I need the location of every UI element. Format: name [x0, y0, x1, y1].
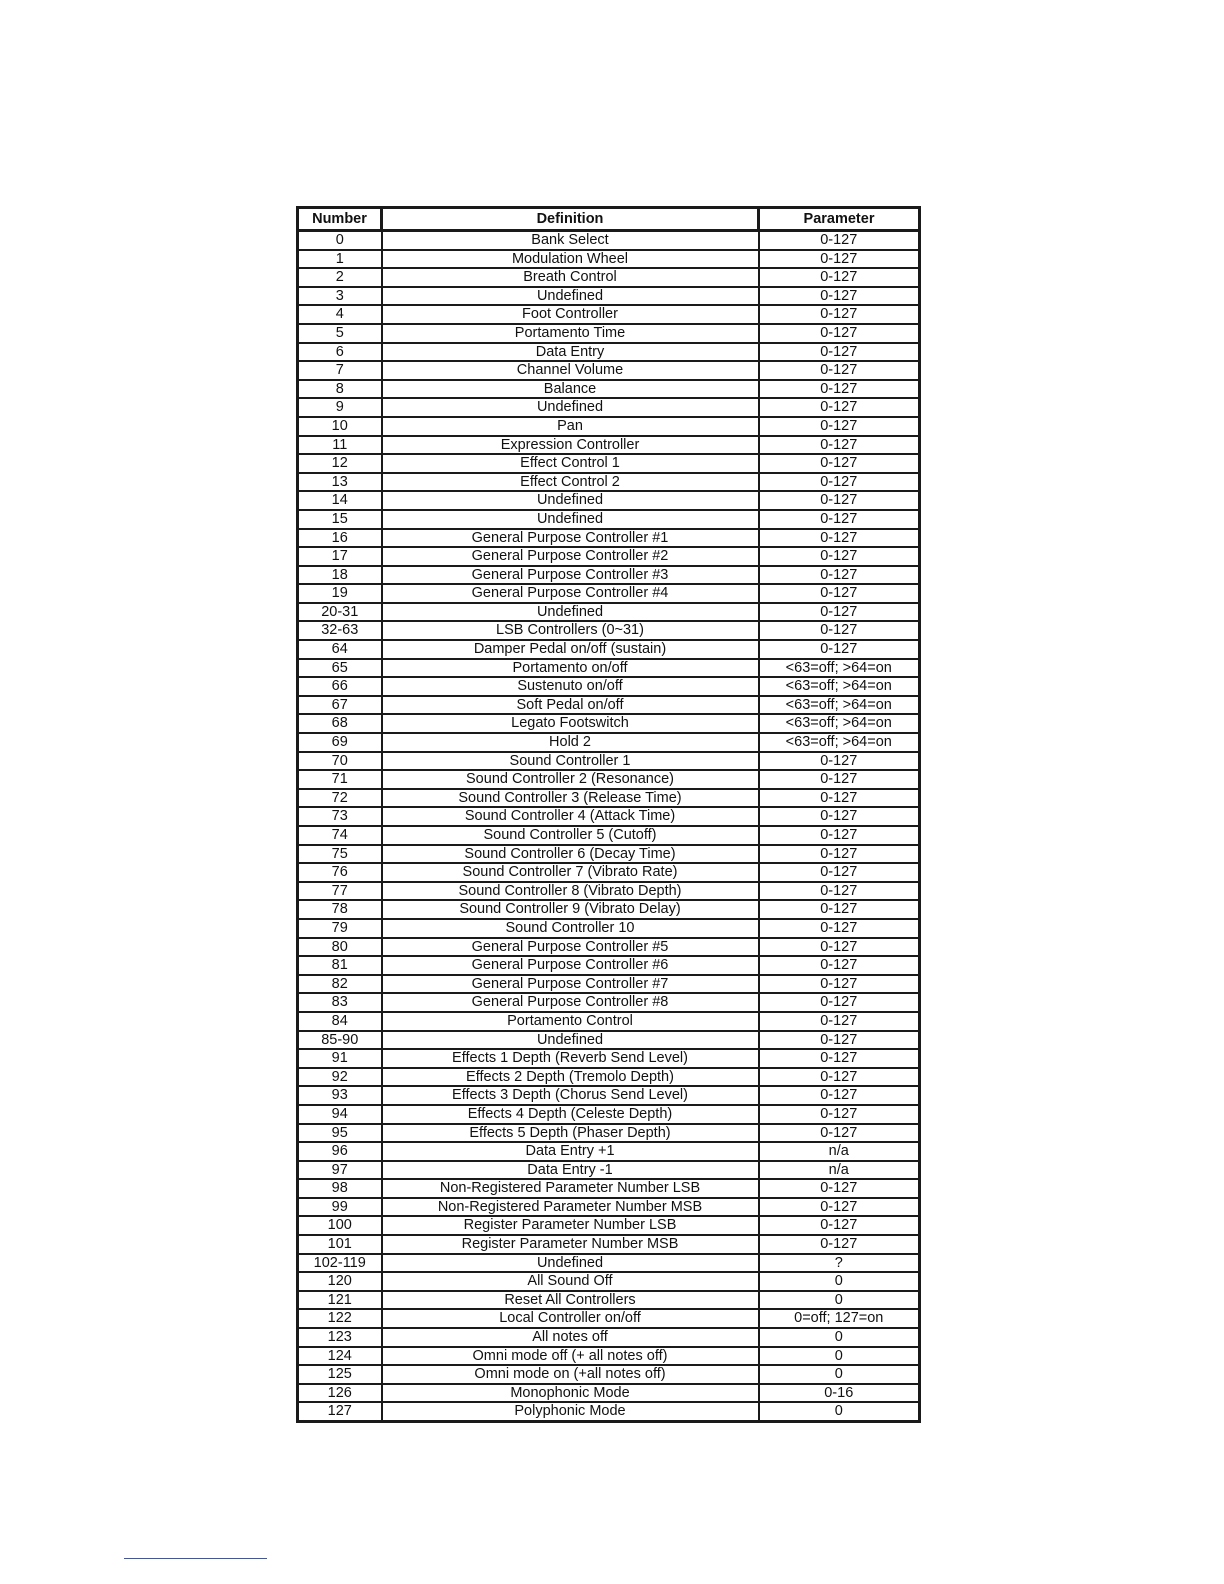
cell-number: 12 — [298, 454, 382, 473]
cell-number: 64 — [298, 640, 382, 659]
cell-number: 13 — [298, 473, 382, 492]
table-row — [298, 733, 920, 752]
cell-parameter: 0-127 — [759, 1012, 920, 1031]
cell-parameter: 0-127 — [759, 454, 920, 473]
cell-definition: Register Parameter Number MSB — [382, 1235, 759, 1254]
table-row — [298, 640, 920, 659]
cell-definition: Undefined — [382, 603, 759, 622]
cell-definition: All notes off — [382, 1328, 759, 1347]
cell-definition: General Purpose Controller #8 — [382, 993, 759, 1012]
table-row — [298, 1272, 920, 1291]
cell-number: 78 — [298, 900, 382, 919]
cell-definition: Reset All Controllers — [382, 1291, 759, 1310]
table-row — [298, 1365, 920, 1384]
cell-definition: Sound Controller 10 — [382, 919, 759, 938]
cell-number: 9 — [298, 398, 382, 417]
table-row — [298, 621, 920, 640]
cell-number: 95 — [298, 1124, 382, 1143]
cell-definition: Sound Controller 7 (Vibrato Rate) — [382, 863, 759, 882]
table-row — [298, 1086, 920, 1105]
cell-definition: Sound Controller 4 (Attack Time) — [382, 807, 759, 826]
cell-parameter: 0-127 — [759, 640, 920, 659]
cell-number: 75 — [298, 845, 382, 864]
cell-parameter: 0 — [759, 1272, 920, 1291]
cell-parameter: 0-127 — [759, 584, 920, 603]
cell-definition: General Purpose Controller #5 — [382, 938, 759, 957]
cell-definition: Sustenuto on/off — [382, 677, 759, 696]
table-row — [298, 436, 920, 455]
cell-parameter: 0-127 — [759, 845, 920, 864]
cell-definition: Undefined — [382, 398, 759, 417]
cell-number: 3 — [298, 287, 382, 306]
cell-definition: Effects 3 Depth (Chorus Send Level) — [382, 1086, 759, 1105]
cell-number: 67 — [298, 696, 382, 715]
cell-number: 97 — [298, 1161, 382, 1180]
cell-parameter: 0-127 — [759, 1068, 920, 1087]
cell-definition: Legato Footswitch — [382, 714, 759, 733]
table-row — [298, 268, 920, 287]
cell-number: 84 — [298, 1012, 382, 1031]
cell-parameter: 0 — [759, 1347, 920, 1366]
cell-parameter: 0-127 — [759, 268, 920, 287]
cell-definition: Breath Control — [382, 268, 759, 287]
cell-definition: Undefined — [382, 510, 759, 529]
cell-number: 14 — [298, 491, 382, 510]
footnote-divider — [124, 1558, 267, 1559]
cell-definition: Modulation Wheel — [382, 250, 759, 269]
cell-number: 126 — [298, 1384, 382, 1403]
table-row — [298, 770, 920, 789]
cell-definition: General Purpose Controller #2 — [382, 547, 759, 566]
cell-definition: All Sound Off — [382, 1272, 759, 1291]
cell-parameter: 0-127 — [759, 250, 920, 269]
cell-definition: Expression Controller — [382, 436, 759, 455]
table-row — [298, 826, 920, 845]
cell-parameter: 0-127 — [759, 566, 920, 585]
cell-definition: Omni mode on (+all notes off) — [382, 1365, 759, 1384]
cell-definition: Soft Pedal on/off — [382, 696, 759, 715]
cell-number: 0 — [298, 231, 382, 250]
cell-number: 72 — [298, 789, 382, 808]
cell-definition: Sound Controller 5 (Cutoff) — [382, 826, 759, 845]
cell-parameter: 0-127 — [759, 305, 920, 324]
cell-definition: Channel Volume — [382, 361, 759, 380]
cell-number: 83 — [298, 993, 382, 1012]
midi-cc-table-container — [296, 206, 918, 1423]
cell-number: 74 — [298, 826, 382, 845]
cell-number: 18 — [298, 566, 382, 585]
table-row — [298, 529, 920, 548]
table-row — [298, 919, 920, 938]
cell-number: 121 — [298, 1291, 382, 1310]
cell-number: 100 — [298, 1216, 382, 1235]
cell-definition: Local Controller on/off — [382, 1309, 759, 1328]
table-row — [298, 1031, 920, 1050]
table-row — [298, 343, 920, 362]
cell-parameter: 0-127 — [759, 1049, 920, 1068]
cell-parameter: <63=off; >64=on — [759, 696, 920, 715]
cell-number: 71 — [298, 770, 382, 789]
cell-definition: General Purpose Controller #6 — [382, 956, 759, 975]
table-row — [298, 1049, 920, 1068]
table-row — [298, 361, 920, 380]
cell-definition: Effects 5 Depth (Phaser Depth) — [382, 1124, 759, 1143]
table-row — [298, 566, 920, 585]
cell-parameter: 0-127 — [759, 900, 920, 919]
cell-parameter: 0 — [759, 1291, 920, 1310]
cell-parameter: 0-127 — [759, 993, 920, 1012]
table-row — [298, 900, 920, 919]
cell-number: 91 — [298, 1049, 382, 1068]
table-row — [298, 454, 920, 473]
cell-number: 76 — [298, 863, 382, 882]
cell-number: 80 — [298, 938, 382, 957]
cell-parameter: 0-127 — [759, 882, 920, 901]
cell-parameter: 0-127 — [759, 436, 920, 455]
cell-parameter: 0-127 — [759, 510, 920, 529]
cell-parameter: 0-127 — [759, 473, 920, 492]
table-row — [298, 287, 920, 306]
cell-number: 8 — [298, 380, 382, 399]
cell-parameter: 0-127 — [759, 807, 920, 826]
cell-number: 125 — [298, 1365, 382, 1384]
cell-definition: Sound Controller 8 (Vibrato Depth) — [382, 882, 759, 901]
cell-number: 82 — [298, 975, 382, 994]
cell-definition: Pan — [382, 417, 759, 436]
cell-parameter: 0-127 — [759, 343, 920, 362]
cell-definition: Sound Controller 6 (Decay Time) — [382, 845, 759, 864]
cell-number: 73 — [298, 807, 382, 826]
cell-number: 11 — [298, 436, 382, 455]
cell-definition: Effects 1 Depth (Reverb Send Level) — [382, 1049, 759, 1068]
table-row — [298, 1161, 920, 1180]
cell-parameter: 0-127 — [759, 975, 920, 994]
cell-number: 66 — [298, 677, 382, 696]
cell-definition: General Purpose Controller #3 — [382, 566, 759, 585]
cell-parameter: 0-127 — [759, 1105, 920, 1124]
table-row — [298, 696, 920, 715]
table-row — [298, 1347, 920, 1366]
cell-number: 96 — [298, 1142, 382, 1161]
cell-definition: General Purpose Controller #1 — [382, 529, 759, 548]
table-row — [298, 1216, 920, 1235]
cell-definition: Damper Pedal on/off (sustain) — [382, 640, 759, 659]
cell-number: 123 — [298, 1328, 382, 1347]
cell-parameter: 0-127 — [759, 956, 920, 975]
cell-parameter: <63=off; >64=on — [759, 714, 920, 733]
table-row — [298, 882, 920, 901]
cell-parameter: 0-127 — [759, 863, 920, 882]
table-row — [298, 1012, 920, 1031]
cell-definition: Effects 4 Depth (Celeste Depth) — [382, 1105, 759, 1124]
cell-number: 99 — [298, 1198, 382, 1217]
table-row — [298, 1291, 920, 1310]
cell-number: 10 — [298, 417, 382, 436]
cell-number: 19 — [298, 584, 382, 603]
cell-parameter: 0-127 — [759, 752, 920, 771]
cell-definition: Effect Control 2 — [382, 473, 759, 492]
cell-parameter: 0-127 — [759, 231, 920, 250]
cell-number: 124 — [298, 1347, 382, 1366]
table-row — [298, 510, 920, 529]
table-row — [298, 1142, 920, 1161]
cell-parameter: n/a — [759, 1161, 920, 1180]
cell-definition: Undefined — [382, 491, 759, 510]
table-row — [298, 417, 920, 436]
table-row — [298, 807, 920, 826]
cell-parameter: 0-127 — [759, 398, 920, 417]
table-row — [298, 380, 920, 399]
cell-number: 122 — [298, 1309, 382, 1328]
cell-parameter: ? — [759, 1254, 920, 1273]
cell-definition: Data Entry +1 — [382, 1142, 759, 1161]
table-row — [298, 584, 920, 603]
table-row — [298, 547, 920, 566]
table-row — [298, 863, 920, 882]
cell-definition: Undefined — [382, 287, 759, 306]
table-row — [298, 473, 920, 492]
cell-number: 101 — [298, 1235, 382, 1254]
table-row — [298, 231, 920, 250]
table-row — [298, 1105, 920, 1124]
cell-parameter: 0-127 — [759, 1198, 920, 1217]
cell-definition: LSB Controllers (0~31) — [382, 621, 759, 640]
cell-definition: Balance — [382, 380, 759, 399]
cell-parameter: 0 — [759, 1328, 920, 1347]
cell-definition: Bank Select — [382, 231, 759, 250]
cell-parameter: 0-127 — [759, 938, 920, 957]
cell-number: 6 — [298, 343, 382, 362]
cell-number: 2 — [298, 268, 382, 287]
cell-parameter: 0-127 — [759, 603, 920, 622]
cell-parameter: 0-127 — [759, 1124, 920, 1143]
table-row — [298, 714, 920, 733]
cell-definition: Sound Controller 9 (Vibrato Delay) — [382, 900, 759, 919]
cell-parameter: 0-127 — [759, 417, 920, 436]
table-row — [298, 398, 920, 417]
cell-definition: Non-Registered Parameter Number LSB — [382, 1179, 759, 1198]
cell-parameter: 0-127 — [759, 789, 920, 808]
table-row — [298, 993, 920, 1012]
table-header — [298, 208, 920, 231]
cell-definition: Foot Controller — [382, 305, 759, 324]
cell-parameter: 0-127 — [759, 361, 920, 380]
cell-number: 5 — [298, 324, 382, 343]
cell-number: 7 — [298, 361, 382, 380]
table-row — [298, 250, 920, 269]
cell-definition: Hold 2 — [382, 733, 759, 752]
cell-parameter: <63=off; >64=on — [759, 733, 920, 752]
cell-number: 20-31 — [298, 603, 382, 622]
table-row — [298, 1235, 920, 1254]
cell-parameter: 0-127 — [759, 491, 920, 510]
cell-number: 17 — [298, 547, 382, 566]
table-row — [298, 1068, 920, 1087]
cell-parameter: 0-127 — [759, 1031, 920, 1050]
cell-parameter: n/a — [759, 1142, 920, 1161]
cell-definition: Sound Controller 3 (Release Time) — [382, 789, 759, 808]
table-row — [298, 1328, 920, 1347]
cell-parameter: 0 — [759, 1402, 920, 1421]
cell-definition: Portamento Control — [382, 1012, 759, 1031]
table-row — [298, 975, 920, 994]
table-row — [298, 938, 920, 957]
cell-number: 81 — [298, 956, 382, 975]
cell-definition: Portamento Time — [382, 324, 759, 343]
midi-cc-table — [296, 206, 921, 1423]
cell-number: 1 — [298, 250, 382, 269]
table-row — [298, 1402, 920, 1421]
cell-definition: Portamento on/off — [382, 659, 759, 678]
cell-definition: Sound Controller 1 — [382, 752, 759, 771]
table-row — [298, 956, 920, 975]
table-row — [298, 305, 920, 324]
cell-parameter: 0-127 — [759, 826, 920, 845]
table-row — [298, 603, 920, 622]
cell-number: 79 — [298, 919, 382, 938]
table-row — [298, 845, 920, 864]
cell-parameter: 0-127 — [759, 770, 920, 789]
cell-definition: Polyphonic Mode — [382, 1402, 759, 1421]
cell-parameter: 0 — [759, 1365, 920, 1384]
header-definition: Definition — [382, 208, 759, 231]
cell-parameter: 0=off; 127=on — [759, 1309, 920, 1328]
table-body — [298, 231, 920, 1422]
cell-definition: Data Entry — [382, 343, 759, 362]
cell-parameter: 0-127 — [759, 324, 920, 343]
header-row — [298, 208, 920, 231]
table-row — [298, 1124, 920, 1143]
cell-number: 15 — [298, 510, 382, 529]
cell-number: 93 — [298, 1086, 382, 1105]
cell-parameter: 0-127 — [759, 1235, 920, 1254]
cell-number: 120 — [298, 1272, 382, 1291]
cell-parameter: 0-127 — [759, 1179, 920, 1198]
cell-definition: Register Parameter Number LSB — [382, 1216, 759, 1235]
cell-definition: Sound Controller 2 (Resonance) — [382, 770, 759, 789]
cell-definition: Omni mode off (+ all notes off) — [382, 1347, 759, 1366]
cell-definition: Undefined — [382, 1254, 759, 1273]
cell-number: 70 — [298, 752, 382, 771]
cell-parameter: 0-16 — [759, 1384, 920, 1403]
cell-number: 4 — [298, 305, 382, 324]
cell-definition: Effects 2 Depth (Tremolo Depth) — [382, 1068, 759, 1087]
table-row — [298, 752, 920, 771]
cell-parameter: 0-127 — [759, 287, 920, 306]
cell-parameter: 0-127 — [759, 621, 920, 640]
table-row — [298, 491, 920, 510]
table-row — [298, 1179, 920, 1198]
cell-definition: Non-Registered Parameter Number MSB — [382, 1198, 759, 1217]
table-row — [298, 1254, 920, 1273]
table-row — [298, 1198, 920, 1217]
cell-parameter: 0-127 — [759, 1216, 920, 1235]
cell-number: 98 — [298, 1179, 382, 1198]
cell-definition: General Purpose Controller #4 — [382, 584, 759, 603]
cell-number: 68 — [298, 714, 382, 733]
header-parameter: Parameter — [759, 208, 920, 231]
table-row — [298, 659, 920, 678]
cell-parameter: 0-127 — [759, 380, 920, 399]
table-row — [298, 789, 920, 808]
table-row — [298, 1309, 920, 1328]
cell-parameter: <63=off; >64=on — [759, 677, 920, 696]
cell-number: 92 — [298, 1068, 382, 1087]
table-row — [298, 1384, 920, 1403]
cell-parameter: 0-127 — [759, 1086, 920, 1105]
table-row — [298, 677, 920, 696]
cell-parameter: 0-127 — [759, 919, 920, 938]
cell-parameter: 0-127 — [759, 547, 920, 566]
cell-number: 32-63 — [298, 621, 382, 640]
cell-number: 94 — [298, 1105, 382, 1124]
cell-definition: Monophonic Mode — [382, 1384, 759, 1403]
cell-number: 127 — [327, 1403, 352, 1420]
cell-definition: Data Entry -1 — [382, 1161, 759, 1180]
cell-definition: Effect Control 1 — [382, 454, 759, 473]
cell-number: 65 — [298, 659, 382, 678]
header-number: Number — [298, 208, 382, 231]
cell-parameter: 0-127 — [759, 529, 920, 548]
cell-number: 85-90 — [298, 1031, 382, 1050]
cell-number: 102-119 — [298, 1254, 382, 1273]
cell-number: 16 — [298, 529, 382, 548]
cell-definition: Undefined — [382, 1031, 759, 1050]
cell-number: 77 — [298, 882, 382, 901]
table-row — [298, 324, 920, 343]
cell-number: 69 — [298, 733, 382, 752]
cell-definition: General Purpose Controller #7 — [382, 975, 759, 994]
cell-parameter: <63=off; >64=on — [759, 659, 920, 678]
